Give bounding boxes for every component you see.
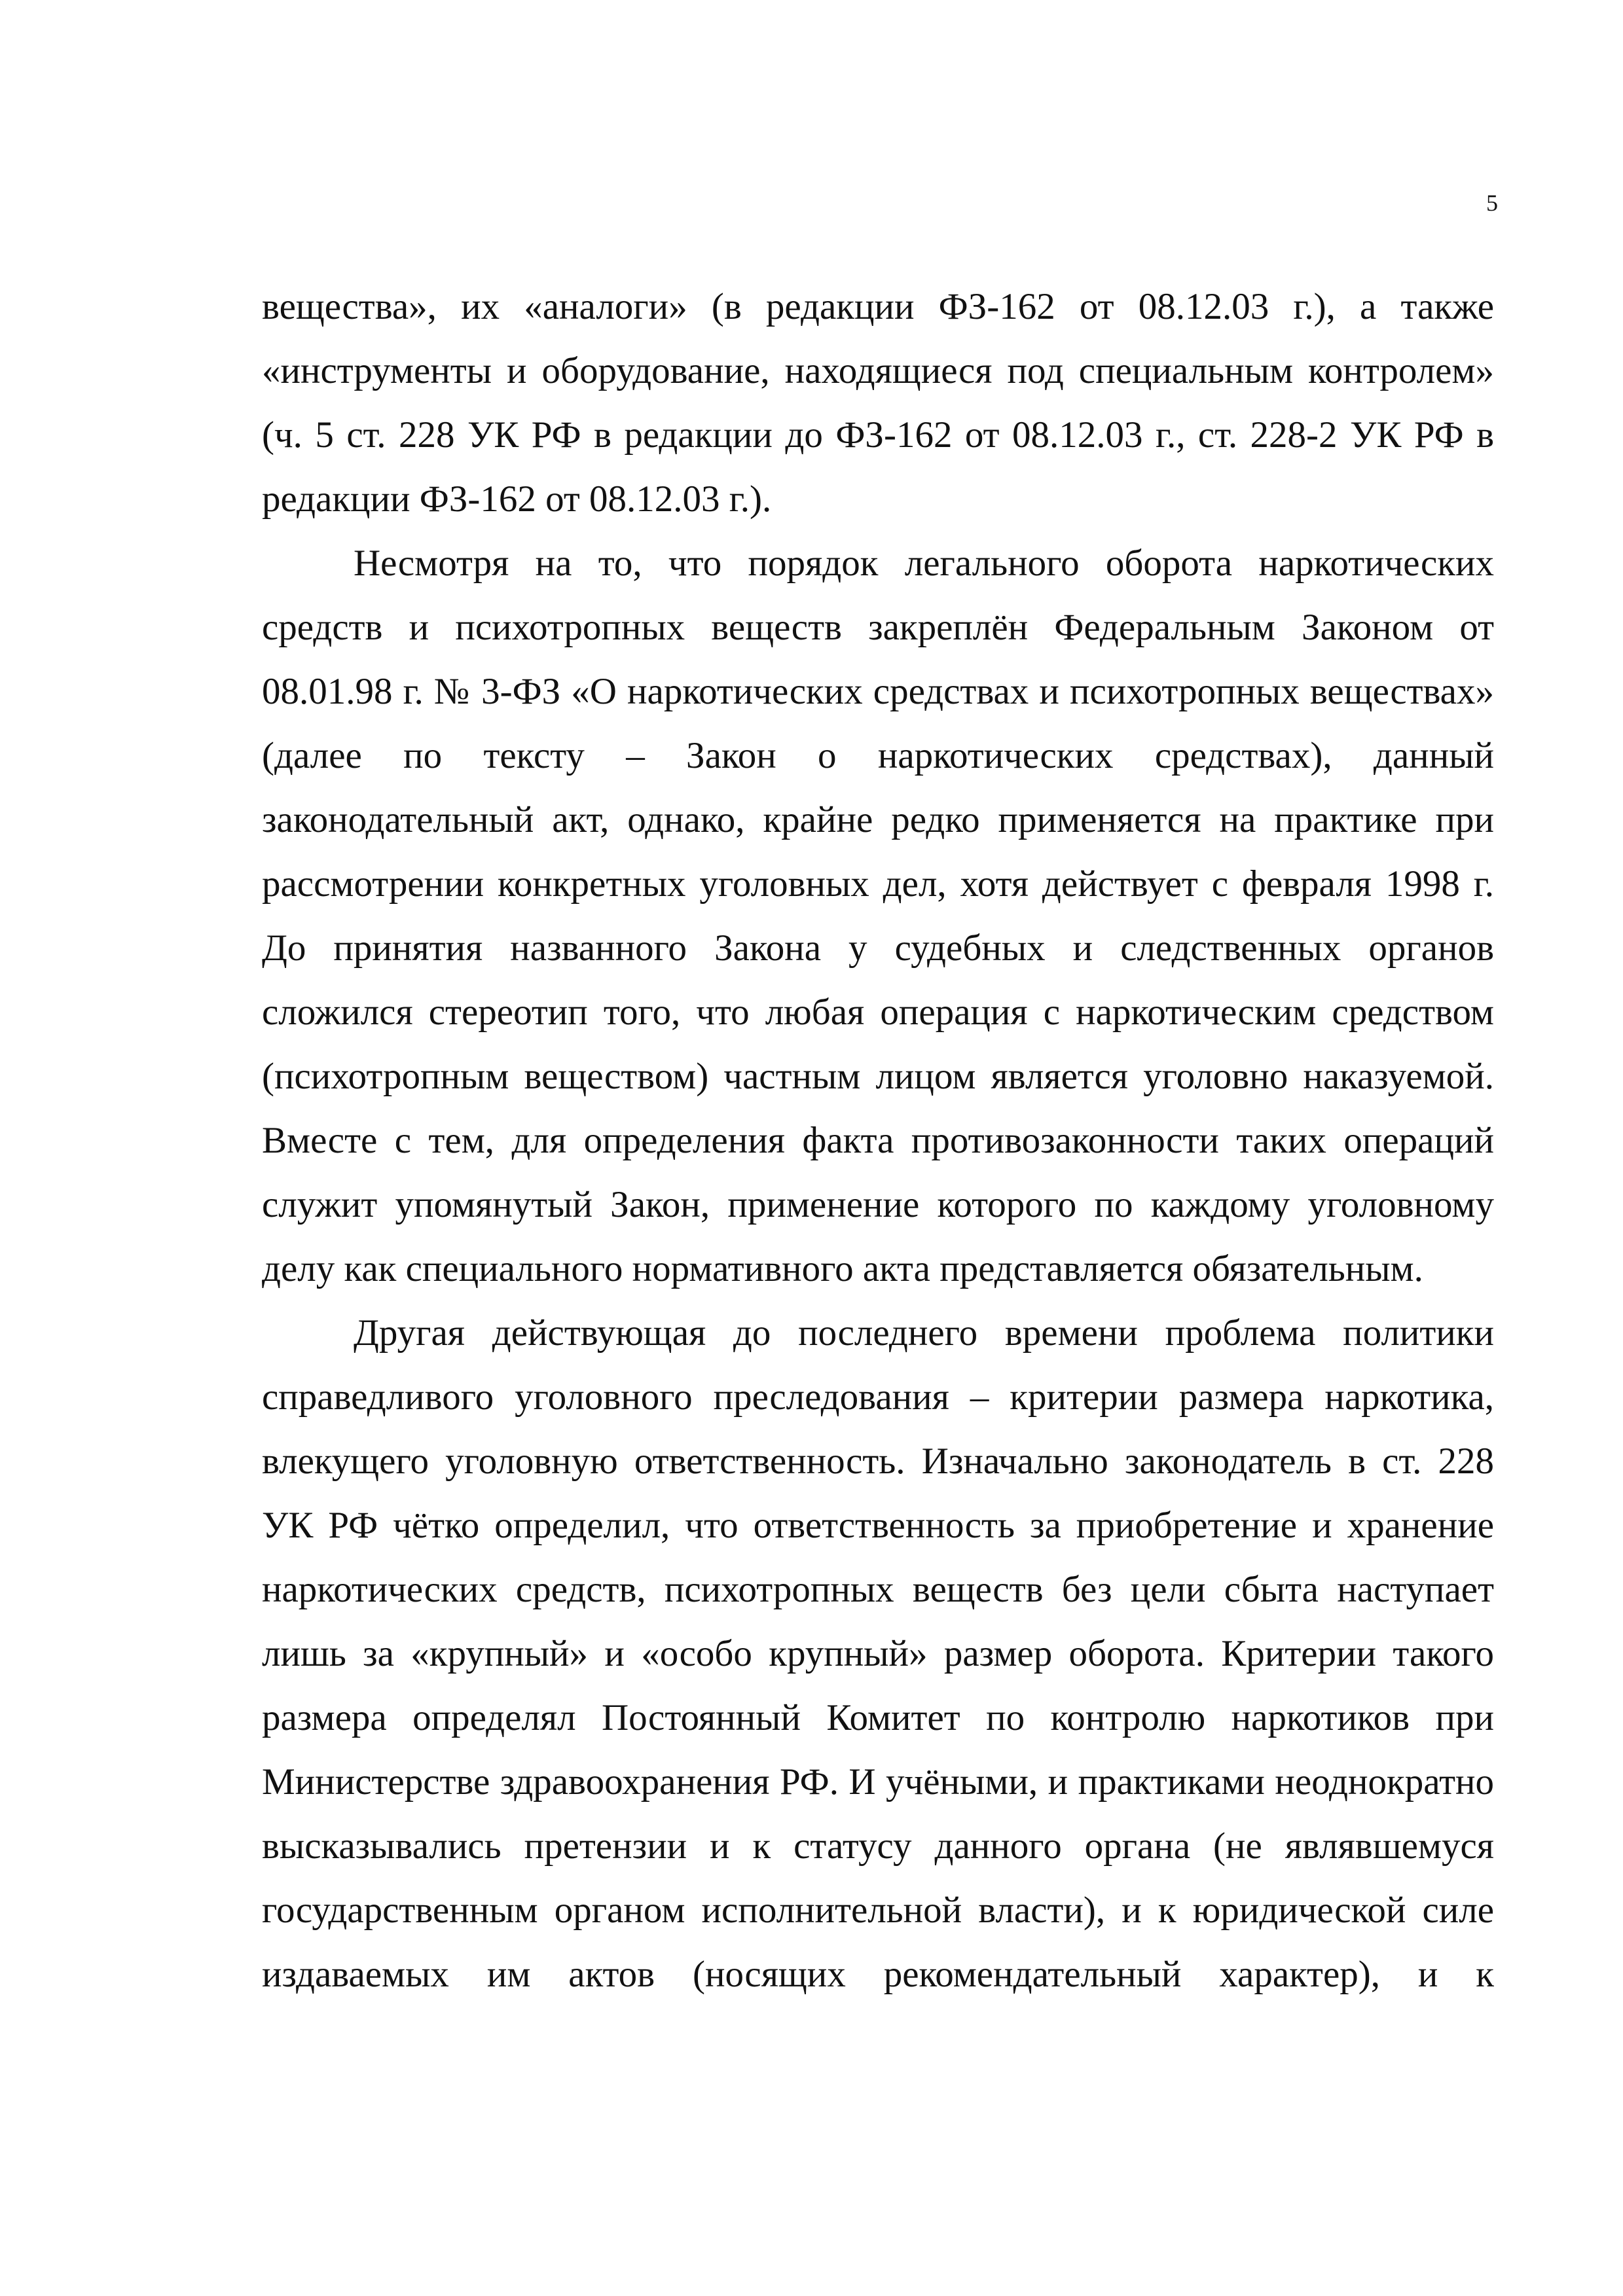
paragraph-3: Другая действующая до последнего времени проблема политики справедливого уголовного преследования – критерии размера наркотика, влекущего уголовную ответственность. Изначально законодатель в ст. 228 УК РФ чётко определил, что ответственность за приобретение и хранение наркотических средств, психотропных веществ без цели сбыта наступает лишь за «крупный» и «особо крупный» размер оборота. Критерии такого размера определял Постоянный Комитет по контролю наркотиков при Министерстве здравоохранения РФ. И учёными, и практиками неоднократно высказывались претензии и к статусу данного органа (не являвшемуся государственным органом исполнительной власти), и к юридической силе издаваемых им актов (носящих рекомендательный характер), и к [262,1312,1494,1995]
page-number: 5 [1486,190,1498,216]
paragraph-1: вещества», их «аналоги» (в редакции ФЗ-162 от 08.12.03 г.), а также «инструменты и оборудование, находящиеся под специальным контролем» (ч. 5 ст. 228 УК РФ в редакции до ФЗ-162 от 08.12.03 г., ст. 228-2 УК РФ в редакции ФЗ-162 от 08.12.03 г.). [262,286,1494,520]
body-text [262,275,1494,2007]
paragraph-2: Несмотря на то, что порядок легального оборота наркотических средств и психотропных веществ закреплён Федеральным Законом от 08.01.98 г. № 3-ФЗ «О наркотических средствах и психотропных веществах» (далее по тексту – Закон о наркотических средствах), данный законодательный акт, однако, крайне редко применяется на практике при рассмотрении конкретных уголовных дел, хотя действует с февраля 1998 г. До принятия названного Закона у судебных и следственных органов сложился стереотип того, что любая операция с наркотическим средством (психотропным веществом) частным лицом является уголовно наказуемой. Вместе с тем, для определения факта противозаконности таких операций служит упомянутый Закон, применение которого по каждому уголовному делу как специального нормативного акта представляется обязательным. [262,543,1494,1289]
